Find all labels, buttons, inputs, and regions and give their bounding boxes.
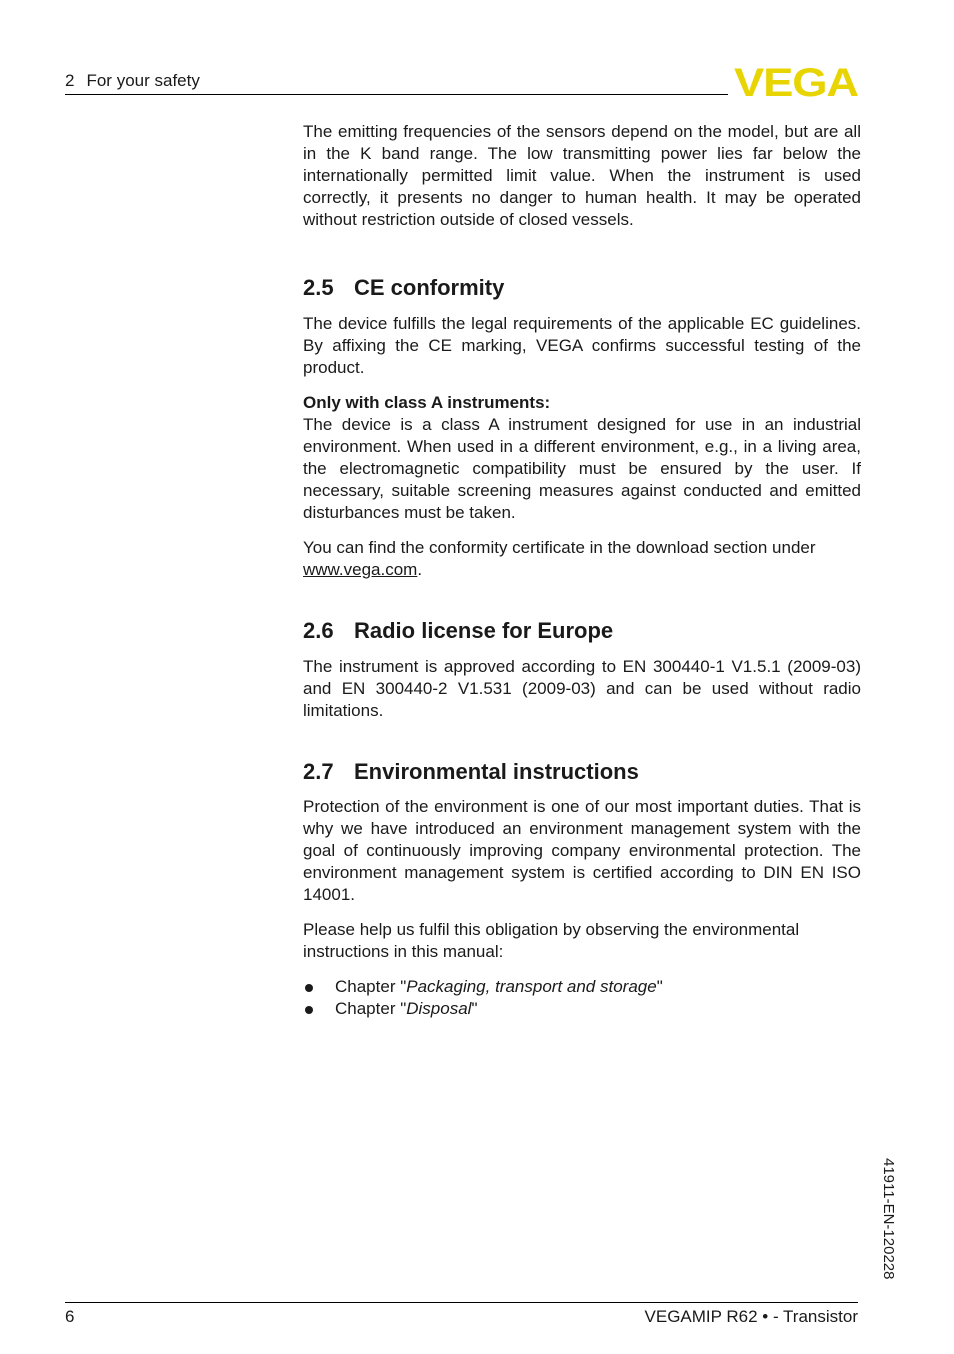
env-bullet-list: [303, 976, 861, 1020]
product-name: VEGAMIP R62 • - Transistor: [644, 1307, 858, 1326]
chapter-reference: Disposal: [406, 999, 472, 1018]
chapter-reference: Packaging, transport and storage: [406, 977, 657, 996]
page-number: 6: [65, 1307, 75, 1326]
class-a-heading: Only with class A instruments:: [303, 393, 551, 412]
running-header: [65, 71, 200, 91]
ce-p3-suffix: .: [417, 560, 423, 579]
section-title: Environmental instructions: [354, 759, 639, 784]
ce-paragraph-2: The device is a class A instrument designed for use in an industrial environment. When used in a different environment, e.g., in a living area, the electromagnetic compatibility must be ensured by the user. If necessary, suitable screening measures against conducted and emitted disturbances must be taken.: [303, 415, 861, 522]
header-rule: [65, 94, 728, 95]
section-heading-2-7: [303, 759, 861, 785]
section-number: 2.6: [303, 618, 334, 643]
document-number: 41911-EN-120228: [880, 1158, 897, 1280]
bullet-icon: [305, 1006, 313, 1014]
intro-paragraph: The emitting frequencies of the sensors depend on the model, but are all in the K band range. The low transmitting power lies far below the internationally permitted limit value. When the instrument is used correctly, it presents no danger to human health. It may be operated without restriction outside of closed vessels.: [303, 122, 861, 229]
section-number: 2.5: [303, 275, 334, 300]
vega-website-link[interactable]: www.vega.com: [303, 560, 418, 579]
radio-paragraph: The instrument is approved according to EN 300440-1 V1.5.1 (2009-03) and EN 300440-2 V1.531 (2009-03) and can be used without radio limitations.: [303, 657, 861, 720]
env-paragraph-2: Please help us fulfil this obligation by observing the environmental instructions in this manual:: [303, 920, 800, 961]
logo-text: VEGA: [734, 66, 858, 98]
env-paragraph-1: Protection of the environment is one of our most important duties. That is why we have introduced an environment management system with the goal of continuously improving company environmental protection. The environment management system is certified according to DIN EN ISO 14001.: [303, 797, 861, 904]
vega-logo: [734, 66, 858, 98]
footer-rule: [65, 1302, 858, 1303]
chapter-title: For your safety: [86, 71, 200, 90]
section-title: CE conformity: [354, 275, 505, 300]
section-title: Radio license for Europe: [354, 618, 614, 643]
chapter-number: 2: [65, 71, 75, 90]
main-content: [303, 121, 861, 1020]
list-item: Chapter "Packaging, transport and storage": [303, 976, 861, 998]
list-item: Chapter "Disposal": [303, 998, 861, 1020]
section-heading-2-5: [303, 275, 861, 301]
bullet-icon: [305, 984, 313, 992]
section-heading-2-6: [303, 618, 861, 644]
ce-p3-prefix: You can find the conformity certificate in the download section under: [303, 538, 816, 557]
section-number: 2.7: [303, 759, 334, 784]
ce-paragraph-1: The device fulfills the legal requirements of the applicable EC guidelines. By affixing the CE marking, VEGA confirms successful testing of the product.: [303, 314, 861, 377]
ce-paragraph-3: [303, 537, 861, 581]
